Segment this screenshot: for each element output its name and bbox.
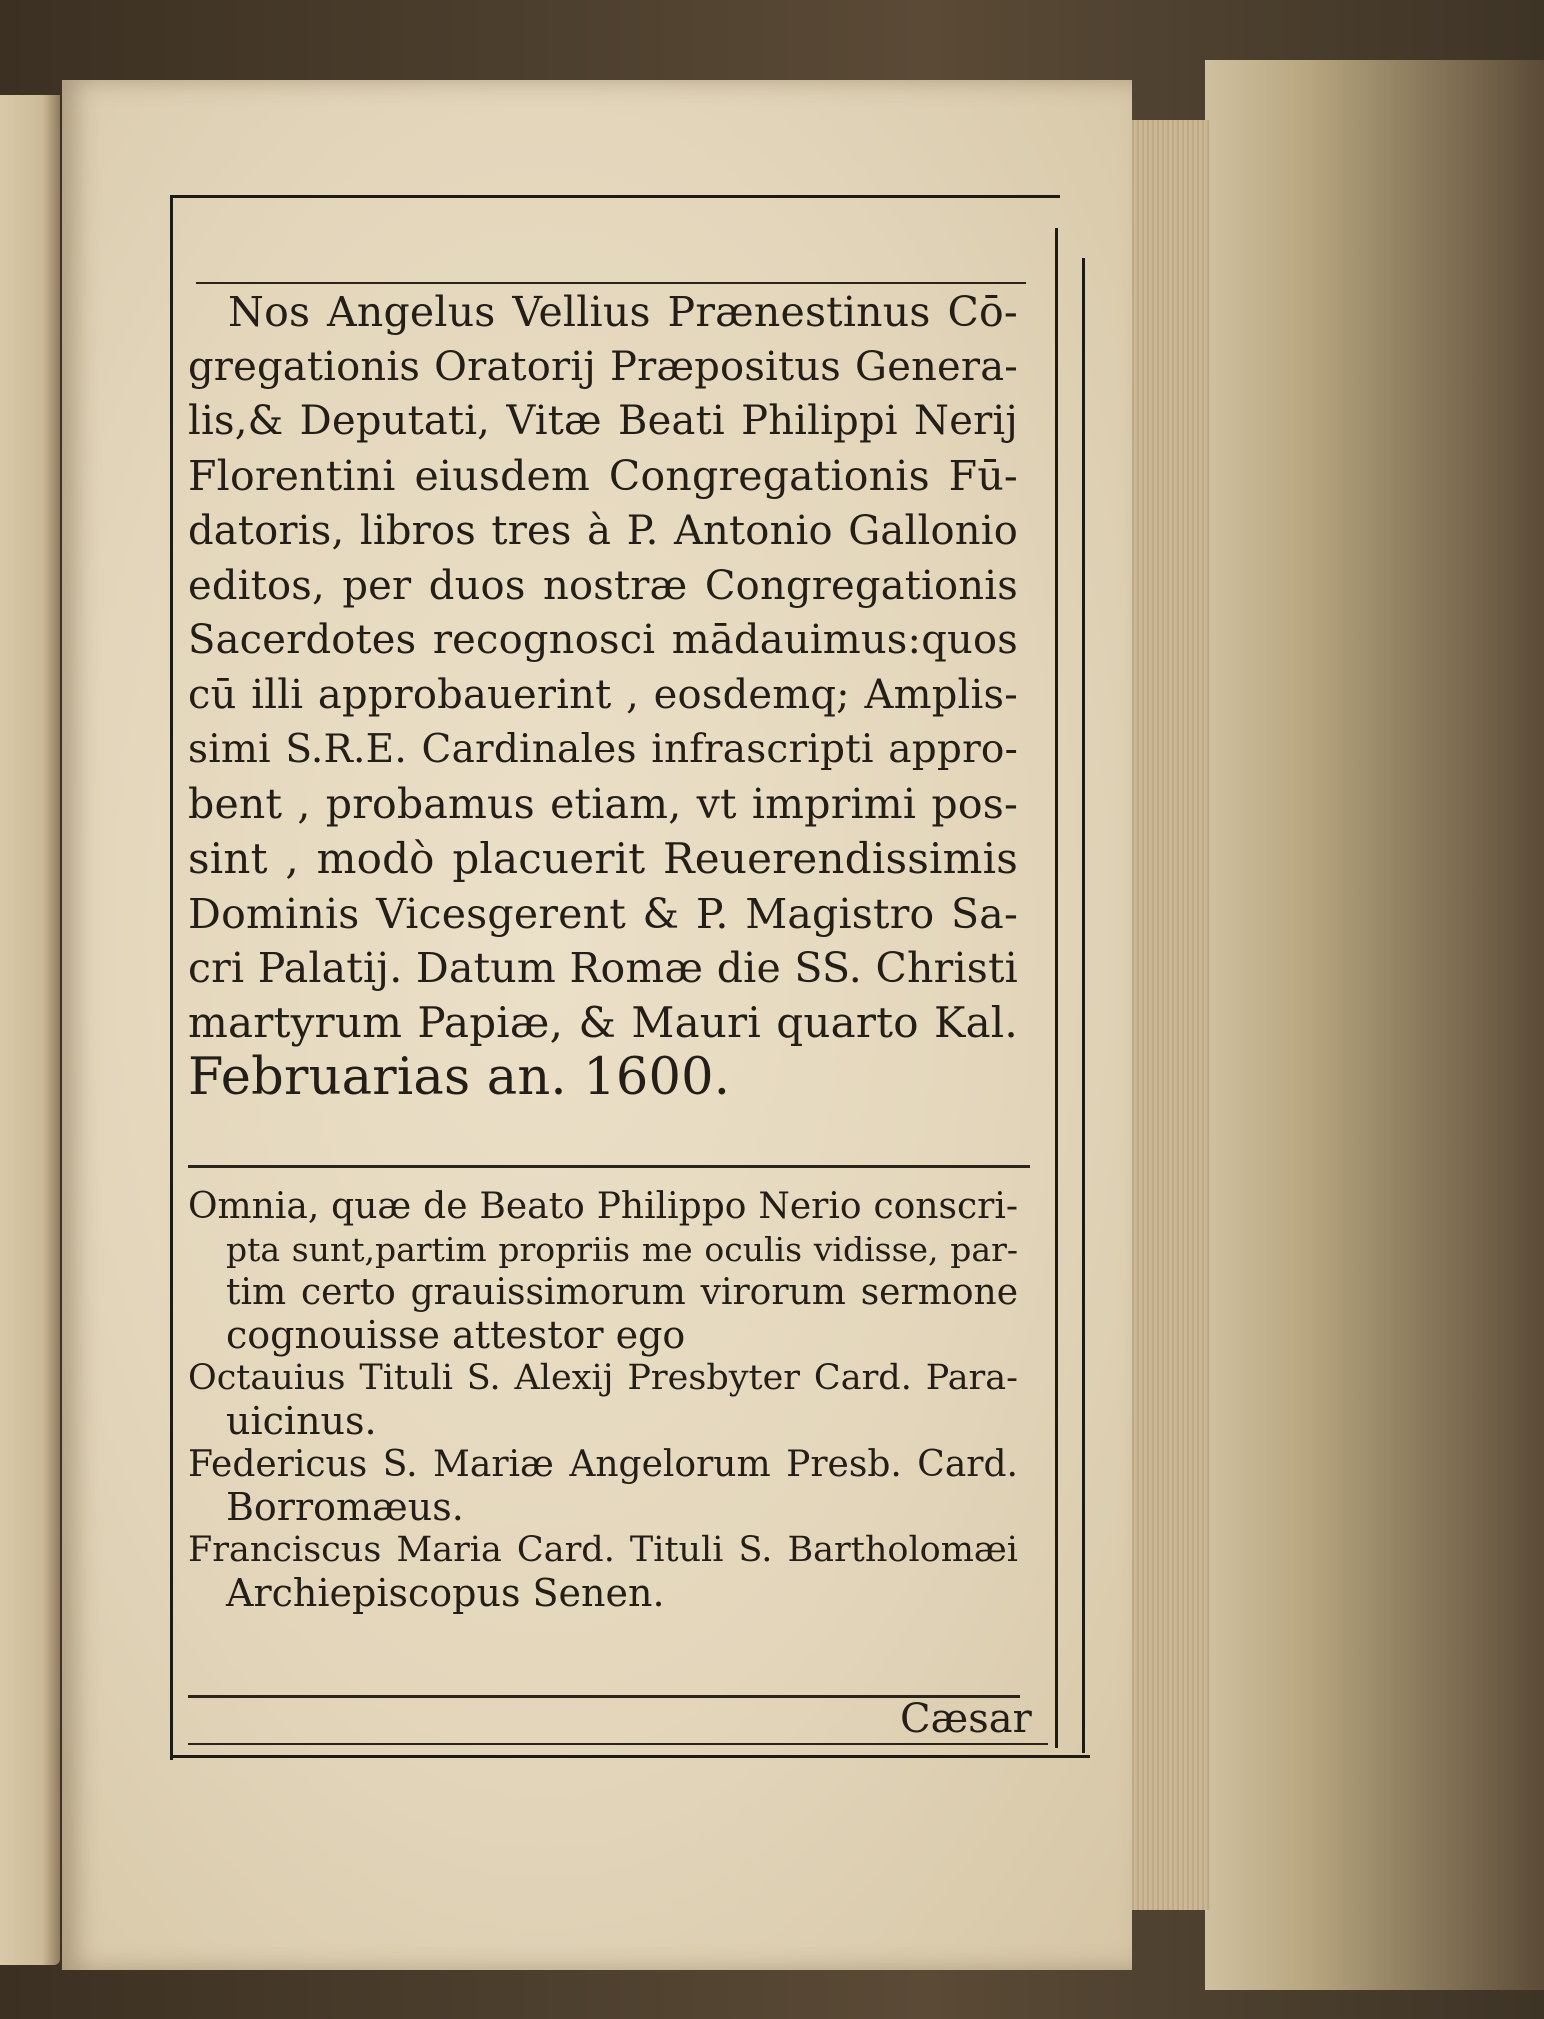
signature-line: Federicus S. Mariæ Angelorum Presb. Card. [188,1444,1018,1485]
text-line: cū illi approbauerint , eosdemq; Amplis- [188,671,1018,718]
text-line: cri Palatij. Datum Romæ die SS. Christi [188,944,1018,993]
text-line: lis,& Deputati, Vitæ Beati Philippi Nerij [188,398,1018,445]
frame-rule-right [1055,228,1058,1748]
frame-rule-left [170,195,173,1760]
signature-line: Octauius Tituli S. Alexij Presbyter Card. Para- [188,1358,1018,1398]
text-line: Florentini eiusdem Congregationis Fū- [188,452,1018,501]
text-line: sint , modò placuerit Reuerendissimis [188,834,1018,884]
text-line: simi S.R.E. Cardinales infrascripti appro- [188,726,1018,772]
text-line: Omnia, quæ de Beato Philippo Nerio conscri- [188,1186,1018,1227]
signature-line: Archiepiscopus Senen. [226,1571,665,1615]
text-line: pta sunt,partim propriis me oculis vidisse, par- [226,1230,1018,1269]
signature-line: Franciscus Maria Card. Tituli S. Bartholomæi [188,1530,1018,1570]
text-line: cognouisse attestor ego [226,1313,686,1357]
approvals-text [188,1185,1018,1615]
text-line: bent , probamus etiam, vt imprimi pos- [188,780,1018,829]
rule-above-imprimatur [196,282,1026,284]
frame-rule-right-outer [1082,258,1085,1753]
frame-rule-top [170,195,1060,198]
rule-below-approvals [188,1695,1020,1698]
signature-line: uicinus. [226,1399,377,1443]
book-cover [1205,60,1544,1990]
signature-line: Borromæus. [226,1485,464,1529]
left-page-edge [0,95,60,1965]
text-line: Februarias an. 1600. [188,1047,731,1107]
text-line: editos, per duos nostræ Congregationis [188,562,1018,609]
frame-rule-bottom [170,1755,1090,1758]
imprimatur-text [188,285,1018,1106]
text-line: Nos Angelus Vellius Prænestinus Cō- [228,288,1018,336]
text-line: Sacerdotes recognosci mādauimus:quos [188,617,1018,664]
catchword: Cæsar [900,1696,1032,1742]
text-line: gregationis Oratorij Præpositus Genera- [188,343,1018,390]
text-line: tim certo grauissimorum virorum sermone [226,1272,1018,1313]
text-line: Dominis Vicesgerent & P. Magistro Sa- [188,889,1018,938]
rule-above-approvals [188,1165,1030,1168]
text-line: martyrum Papiæ, & Mauri quarto Kal. [188,998,1018,1048]
text-line: datoris, libros tres à P. Antonio Gallonio [188,507,1018,554]
rule-bottom [188,1743,1048,1745]
